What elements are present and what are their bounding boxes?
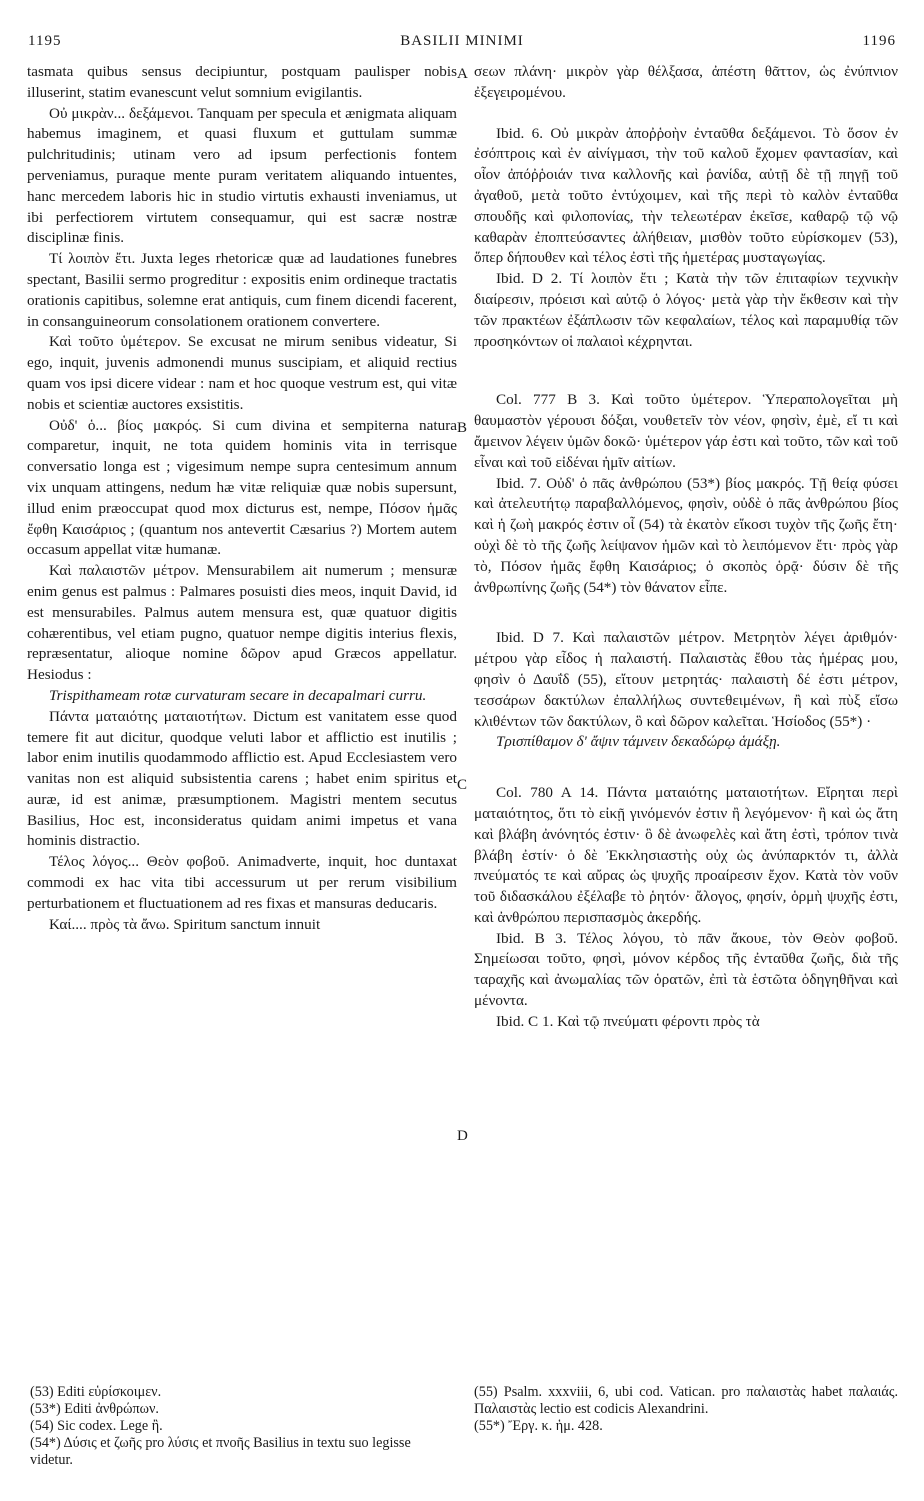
margin-marker-d: D: [457, 1128, 468, 1144]
greek-paragraph: Ibid. 7. Οὐδ' ὁ πᾶς ἀνθρώπου (53*) βίος μακρός. Τῇ θείᾳ φύσει καὶ ἀτελευτήτῳ παραβαλλόμενος, φησὶν, οὐδὲ ὁ πᾶς ἀνθρώπου βίος καὶ ἡ ζωὴ μακρός ἐστιν οἷ (54) τὰ ἑκατὸν εἴκοσι τυχὸν τῆς ζωῆς ἔτη· οὐχὶ δὲ τὸ τῆς ζωῆς λείψανον ἡμῶν καὶ τὸ λειπόμενον ἔτι· πρὸς γὰρ τὸ, Πόσον ἡμᾶς ἔφθη Καισάριος; ὁ σκοπὸς ὁρᾷ· δύσιν δὲ τῆς ἀνθρωπίνης ζωῆς (54*) τὸν θάνατον εἶπε.: [474, 474, 898, 596]
margin-marker-b: B: [457, 420, 468, 436]
latin-paragraph: Καὶ τοῦτο ὑμέτερον. Se excusat ne mirum senibus videatur, Si ego, inquit, juvenis admonendi munus suscipiam, et aliquid rectius quam vos ipsi dicere videar : nam et hoc quoque vestrum est, qui vitæ nobis et scientiæ auctores exsistitis.: [27, 333, 457, 413]
latin-paragraph: Πάντα ματαιότης ματαιοτήτων. Dictum est vanitatem esse quod temere fit aut dicitur, quodque veluti labor et afflictio est inutilis ; labor enim inutilis quodammodo afflictio est. Apud Ecclesiastem vero vanitas non est aliquid subsistentia carens ; habet enim spiritus et auræ, id est animæ, præsumptionem. Magistri mentem secutus Basilius, Hoc est, inconsideratus quidam animi impetus et vana hominis distractio.: [27, 707, 457, 850]
latin-paragraph: Καί.... πρὸς τὰ ἄνω. Spiritum sanctum innuit: [49, 915, 321, 933]
margin-marker-c: C: [457, 777, 468, 793]
margin-marker-a: A: [457, 66, 468, 82]
footnote: (54*) Δύσις et ζωῆς pro λύσις et πνοῆς Basilius in textu suo legisse videtur.: [30, 1435, 411, 1468]
greek-column: [474, 62, 898, 1033]
greek-paragraph: Ibid. C 1. Καὶ τῷ πνεύματι φέροντι πρὸς τὰ: [496, 1012, 760, 1030]
page-number-right: 1196: [862, 33, 896, 49]
greek-paragraph: Ibid. D 2. Τί λοιπὸν ἔτι ; Κατὰ τὴν τῶν ἐπιταφίων τεχνικὴν διαίρεσιν, πρόεισι καὶ αὐτῷ ὁ λόγος· μετὰ γὰρ τὴν ἔκθεσιν καὶ τὴν τῶν πρακτέων ἐξάπλωσιν τῶν κεφαλαίων, τέλος καὶ παραμυθίᾳ τῶν προσηκόντων οἱ παλαιοὶ κέχρηνται.: [474, 270, 898, 350]
latin-verse-quote: Trispithameam rotæ curvaturam secare in decapalmari curru.: [49, 686, 427, 704]
footnote: (55) Psalm. xxxviii, 6, ubi cod. Vatican. pro παλαιστὰς habet παλαιάς. Παλαιστὰς lectio est codicis Alexandrini.: [474, 1384, 898, 1417]
latin-column: [27, 62, 457, 935]
greek-verse-quote: Τρισπίθαμον δ' ἄψιν τάμνειν δεκαδώρῳ ἁμάξῃ.: [496, 733, 781, 751]
greek-paragraph: σεων πλάνη· μικρὸν γὰρ θέλξασα, ἀπέστη θᾶττον, ὡς ἐνύπνιον ἐξεγειρομένου.: [474, 63, 898, 101]
latin-paragraph: Τέλος λόγος... Θεὸν φοβοῦ. Animadverte, inquit, hoc duntaxat commodi ex hac vita tibi accessurum ut per rerum visibilium perturbationem et fluctuationem ad res fixas et mansuras deducaris.: [27, 853, 457, 912]
latin-paragraph: Οὐδ' ὁ... βίος μακρός. Si cum divina et sempiterna natura comparetur, inquit, ne tota quidem hominis vita in terrisque conversatio longa est ; vigesimum nempe supra centesimum annum vix unquam attingens, nedum hæ vitæ reliquiæ quæ nobis supersunt, illud enim præoccupat quod mox dicturus est, nempe, Πόσον ἡμᾶς ἔφθη Καισάριος ; (quantum nos antevertit Cæsarius ?) Mortem autem occasum appellat vitæ humanæ.: [27, 416, 457, 559]
page-number-left: 1195: [28, 33, 62, 49]
greek-paragraph: Col. 780 A 14. Πάντα ματαιότης ματαιοτήτων. Εἴρηται περὶ ματαιότητος, ὅτι τὸ εἰκῇ γινόμενόν ἐστιν ἢ λεγόμενον· ἢ καὶ ὡς ἄτη καὶ βλάβη ἀνόνητός ἐστιν· ὃ δὲ ἀνωφελὲς καὶ ἄτη ἐστὶ, τρόπον τινὰ βλάβη ἐστίν· ὁ δὲ Ἐκκλησιαστὴς οὐχ ὡς ἀνύπαρκτόν τι, ἀλλὰ πνεύματός τε καὶ αὔρας ὡς ψυχῆς προαίρεσιν ἔχον. Κατὰ τὸν νοῦν τοῦ διδασκάλου ἐξέλαβε τὸ ῥητόν· ἄλογος, φησίν, ὁρμὴ ψυχῆς ἐστι, καὶ ἀνθρώπου περισπασμὸς ἀκερδής.: [474, 784, 898, 926]
greek-paragraph: Ibid. 6. Οὐ μικρὰν ἀποῤῥοὴν ἐνταῦθα δεξάμενοι. Τὸ ὅσον ἐν ἐσόπτροις καὶ ἐν αἰνίγμασι, τὴν τοῦ καλοῦ ἔχομεν φαντασίαν, καὶ οἷον ἀπόῤῥοιάν τινα καλλονῆς καὶ ῥανίδα, αὐτῇ δὲ τῇ πηγῇ τοῦ ἀγαθοῦ, μετὰ τοῦτο ἐντύχοιμεν, καὶ τῆς περὶ τὸ καλὸν ἐνταῦθα σπουδῆς καὶ φιλοπονίας, τὴν τελεωτέραν ἐκεῖσε, καθαρῷ τῷ νῷ καθαρὰν ἐποπτεύσαντες ἀλήθειαν, μισθὸν τοῦτο εὑρίσκομεν (53), ὅπερ δήπουθεν καὶ τέλος ἐστὶ τῆς ἡμετέρας μυσταγωγίας.: [474, 124, 898, 267]
footnotes-right: [474, 1384, 898, 1435]
latin-paragraph: Οὐ μικρὰν... δεξάμενοι. Tanquam per specula et ænigmata aliquam habemus imaginem, et quasi fluxum et guttulam summæ pulchritudinis; utinam vero ad ipsum perfectionis fontem perveniamus, puraque mente puram veritatem aliquando intuentes, hanc mercedem laboris hic in studio virtutis exhausti inveniamus, ut ibi perfectiorem virtutem consequamur, qui est sacræ nostræ disciplinæ finis.: [27, 104, 457, 247]
latin-paragraph: Καὶ παλαιστῶν μέτρον. Mensurabilem ait numerum ; mensuræ enim genus est palmus : Palmares posuisti dies meos, inquit David, id est mensurabiles. Palmus autem mensura est, quæ quatuor digitis cohærentibus, vel etiam pugno, quatuor nempe digitis interius flexis, repræsentatur, alioque nomine δῶρον apud Græcos appellatur. Hesiodus :: [27, 562, 457, 684]
greek-paragraph: Col. 777 B 3. Καὶ τοῦτο ὑμέτερον. Ὑπεραπολογεῖται μὴ θαυμαστὸν γέρουσι δόξαι, νουθετεῖν τὸν νέον, φησὶν, ἐμὲ, εἴ τι καὶ ἄμεινον λέγειν ὑμῶν δοκῶ· ὑμέτερον γάρ ἐστι καὶ τοῦτο, τῶν καὶ τοῦ εἶναι καὶ τοῦ εἰδέναι ἡμῖν αἰτίων.: [474, 391, 898, 471]
footnote: (54) Sic codex. Lege ἢ.: [30, 1418, 163, 1434]
footnote: (55*) Ἔργ. κ. ἡμ. 428.: [474, 1418, 603, 1434]
latin-paragraph: tasmata quibus sensus decipiuntur, postquam paulisper nobis illuserint, statim evanescunt velut somnium evigilantis.: [27, 63, 457, 101]
footnote: (53*) Editi ἀνθρώπων.: [30, 1401, 159, 1417]
running-title: BASILII MINIMI: [400, 33, 524, 49]
footnote: (53) Editi εὑρίσκοιμεν.: [30, 1384, 162, 1400]
greek-paragraph: Ibid. B 3. Τέλος λόγου, τὸ πᾶν ἄκουε, τὸν Θεὸν φοβοῦ. Σημείωσαι τοῦτο, φησὶ, μόνον κέρδος τῆς ἐνταῦθα ζωῆς, διὰ τῆς ταραχῆς καὶ ἀνωμαλίας τῶν ὁρατῶν, ἐπὶ τὰ ἑστῶτα ὁδηγηθῆναι καὶ μένοντα.: [474, 929, 898, 1010]
footnotes-left: [30, 1384, 450, 1469]
greek-paragraph: Ibid. D 7. Καὶ παλαιστῶν μέτρον. Μετρητὸν λέγει ἀριθμόν· μέτρου γὰρ εἶδος ἡ παλαιστή. Παλαιστὰς ἔθου τὰς ἡμέρας μου, φησὶν ὁ Δαυΐδ (55), εἴτουν μετρητάς· παλαιστὴ δέ ἐστι μέτρον, τεσσάρων δακτύλων ἐπαλλήλως συντεθειμένων, ἢ καὶ πὺξ εἴσω κλιθέντων τῶν δακτύλων, ὃ καὶ δῶρον καλεῖται. Ἡσίοδος (55*) ·: [474, 629, 898, 730]
latin-paragraph: Τί λοιπὸν ἔτι. Juxta leges rhetoricæ quæ ad laudationes funebres spectant, Basilii sermo progreditur : expositis enim ordineque tractatis orationis capitibus, solemne erat antiquis, cum finem dicendi facerent, in consanguineorum consolationem orationem convertere.: [27, 250, 457, 330]
